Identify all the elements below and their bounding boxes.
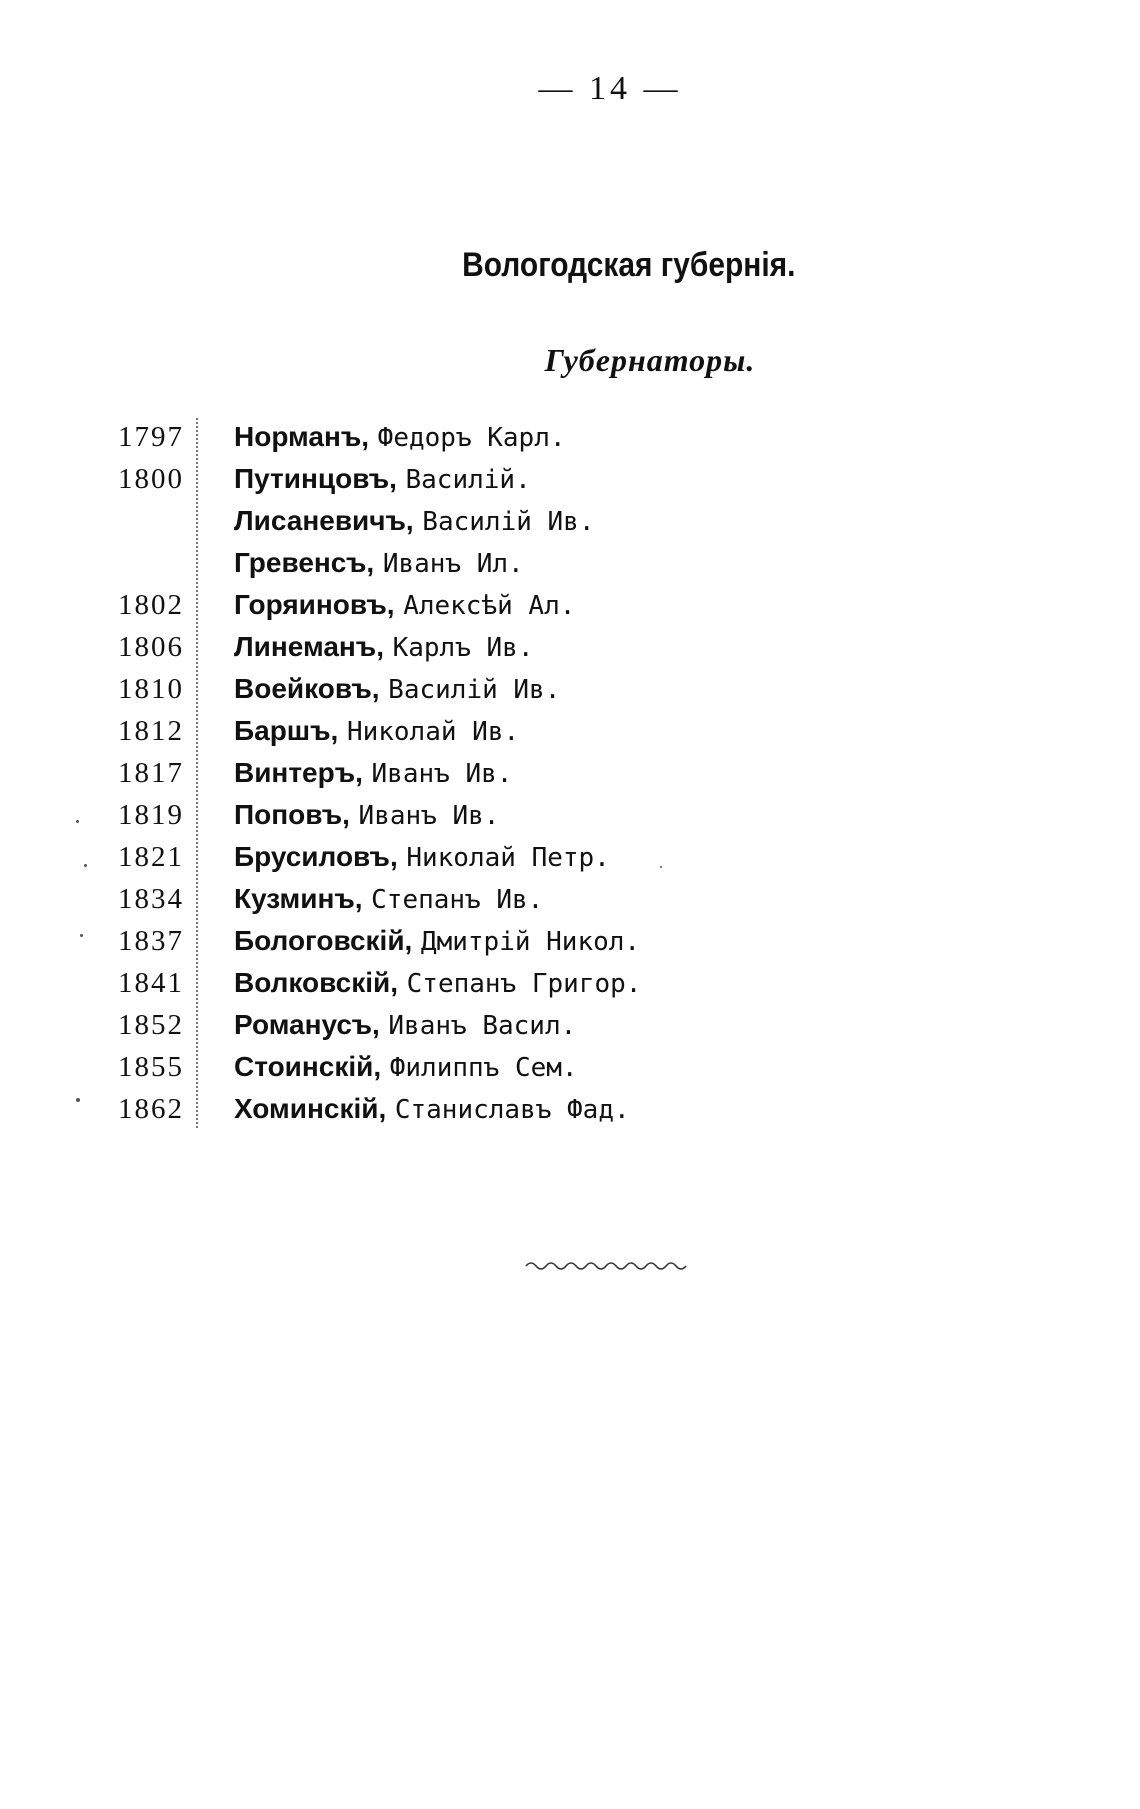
entry-given-name: Василій Ив. — [422, 507, 595, 537]
entry-surname: Путинцовъ, — [234, 463, 397, 494]
page-number: — 14 — — [538, 70, 682, 107]
entry-year: 1852 — [118, 1009, 184, 1041]
entry-name — [234, 794, 499, 837]
entry-name — [234, 878, 543, 921]
entry-year: 1855 — [118, 1051, 184, 1083]
entry-given-name: Иванъ Ив. — [358, 801, 500, 831]
entry-surname: Волковскій, — [234, 967, 399, 998]
list-item — [0, 458, 1140, 500]
list-item — [0, 920, 1140, 962]
entry-name — [234, 836, 610, 879]
governors-list — [0, 416, 1140, 1130]
entry-given-name: Николай Петр. — [406, 843, 610, 873]
list-item — [0, 878, 1140, 920]
entry-year: 1862 — [118, 1093, 184, 1125]
entry-year: 1802 — [118, 589, 184, 621]
entry-year: 1797 — [118, 421, 184, 453]
entry-given-name: Николай Ив. — [346, 717, 520, 747]
print-speck — [76, 1098, 80, 1102]
list-item — [0, 1046, 1140, 1088]
list-item — [0, 962, 1140, 1004]
section-title: Вологодская губернія. — [462, 246, 796, 284]
entry-name — [234, 1046, 578, 1089]
entry-name — [234, 710, 519, 753]
list-item — [0, 836, 1140, 878]
entry-year: 1812 — [118, 715, 184, 747]
list-item — [0, 1004, 1140, 1046]
entry-year: 1800 — [118, 463, 184, 495]
entry-name — [234, 668, 560, 711]
entry-name — [234, 542, 524, 585]
entry-surname: Норманъ, — [234, 421, 370, 452]
entry-given-name: Алексѣй Ал. — [403, 591, 576, 621]
entry-given-name: Филиппъ Сем. — [389, 1053, 578, 1083]
list-item — [0, 584, 1140, 626]
entry-given-name: Иванъ Ив. — [371, 759, 513, 789]
entry-given-name: Иванъ Ил. — [382, 549, 524, 579]
entry-given-name: Василій Ив. — [388, 675, 561, 705]
entry-surname: Бологовскій, — [234, 925, 413, 956]
entry-given-name: Станиславъ Фад. — [394, 1095, 630, 1125]
entry-name — [234, 416, 566, 459]
entry-name — [234, 1088, 630, 1131]
entry-given-name: Василій. — [405, 465, 531, 495]
list-item — [0, 668, 1140, 710]
list-item — [0, 752, 1140, 794]
list-item — [0, 1088, 1140, 1130]
entry-surname: Винтеръ, — [234, 757, 363, 788]
print-speck — [84, 864, 87, 867]
entry-surname: Линеманъ, — [234, 631, 384, 662]
list-item — [0, 416, 1140, 458]
entry-given-name: Федоръ Карл. — [377, 423, 566, 453]
print-speck — [660, 866, 662, 868]
print-speck — [76, 820, 79, 823]
entry-given-name: Степанъ Григор. — [406, 969, 642, 999]
entry-surname: Поповъ, — [234, 799, 350, 830]
entry-surname: Воейковъ, — [234, 673, 380, 704]
entry-year: 1819 — [118, 799, 184, 831]
entry-surname: Гревенсъ, — [234, 547, 375, 578]
list-item — [0, 542, 1140, 584]
entry-year: 1821 — [118, 841, 184, 873]
entry-surname: Романусъ, — [234, 1009, 380, 1040]
wavy-ornament-divider — [524, 1258, 692, 1274]
entry-name — [234, 920, 640, 963]
entry-given-name: Иванъ Васил. — [388, 1011, 577, 1041]
entry-surname: Баршъ, — [234, 715, 339, 746]
entry-name — [234, 962, 641, 1005]
entry-name — [234, 626, 533, 669]
entry-surname: Кузминъ, — [234, 883, 363, 914]
entry-surname: Горяиновъ, — [234, 589, 395, 620]
entry-given-name: Степанъ Ив. — [371, 885, 544, 915]
entry-name — [234, 500, 594, 543]
section-subtitle: Губернаторы. — [544, 342, 756, 378]
entry-year: 1817 — [118, 757, 184, 789]
entry-year: 1837 — [118, 925, 184, 957]
entry-name — [234, 1004, 576, 1047]
list-item — [0, 710, 1140, 752]
entry-given-name: Карлъ Ив. — [392, 633, 534, 663]
entry-year: 1834 — [118, 883, 184, 915]
print-speck — [80, 934, 83, 937]
entry-surname: Хоминскій, — [234, 1093, 387, 1124]
entry-surname: Стоинскій, — [234, 1051, 382, 1082]
entry-name — [234, 584, 575, 627]
entry-name — [234, 752, 512, 795]
entry-surname: Лисаневичъ, — [234, 505, 414, 536]
entry-name — [234, 458, 531, 501]
entry-surname: Брусиловъ, — [234, 841, 398, 872]
list-item — [0, 794, 1140, 836]
entry-year: 1806 — [118, 631, 184, 663]
entry-year: 1841 — [118, 967, 184, 999]
list-item — [0, 626, 1140, 668]
entry-given-name: Дмитрій Никол. — [420, 927, 641, 957]
entry-year: 1810 — [118, 673, 184, 705]
list-item — [0, 500, 1140, 542]
